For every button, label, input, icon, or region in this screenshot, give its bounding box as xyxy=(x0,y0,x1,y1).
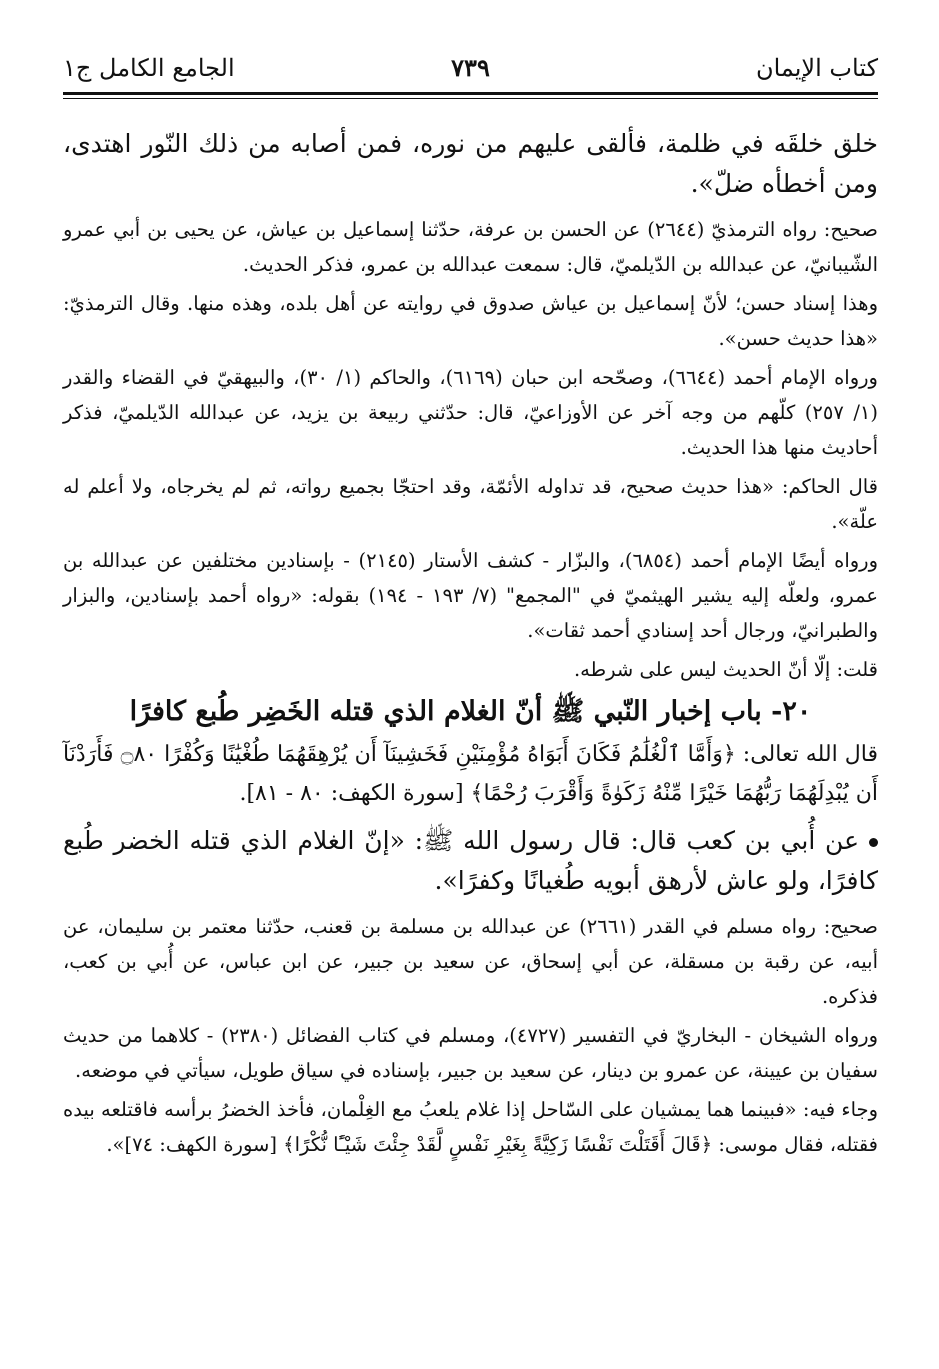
book-title: الجامع الكامل ج١ xyxy=(63,54,235,82)
takhrij-paragraph: صحيح: رواه الترمذيّ (٢٦٤٤) عن الحسن بن عرفة، حدّثنا إسماعيل بن عياش، عن يحيى بن أبي عمرو الشّيبانيّ، عن عبدالله بن الدّيلميّ، قال: سمعت عبدالله بن عمرو، فذكر الحديث. xyxy=(63,218,878,276)
bullet-icon xyxy=(869,838,878,847)
running-header xyxy=(63,52,878,92)
header-rule-thick xyxy=(63,92,878,95)
hadith-text-continuation: خلق خلقَه في ظلمة، فألقى عليهم من نوره، فمن أصابه من ذلك النّور اهتدى، ومن أخطأه ضلّ». xyxy=(63,129,878,198)
chapter-heading: ٢٠- باب إخبار النّبي ﷺ أنّ الغلام الذي قتله الخَضِر طُبع كافرًا xyxy=(129,696,812,727)
takhrij-paragraph: قلت: إلّا أنّ الحديث ليس على شرطه. xyxy=(573,658,878,681)
takhrij-paragraph: ورواه الشيخان - البخاريّ في التفسير (٤٧٢٧)، ومسلم في كتاب الفضائل (٢٣٨٠) - كلاهما من حديث سفيان بن عيينة، عن عمرو بن دينار، عن سعيد بن جبير، بإسناده في سياق طويل، سيأتي في موضعه. xyxy=(63,1024,878,1082)
header-rule-thin xyxy=(63,98,878,99)
takhrij-paragraph: ورواه الإمام أحمد (٦٦٤٤)، وصحّحه ابن حبان (٦١٦٩)، والحاكم (١/ ٣٠)، والبيهقيّ في القضاء والقدر (١/ ٢٥٧) كلّهم من وجه آخر عن الأوزاعيّ، قال: حدّثني ربيعة بن يزيد، عن عبدالله الدّيلميّ، فذكر أحاديث منها هذا الحديث. xyxy=(63,366,878,459)
takhrij-paragraph: ورواه أيضًا الإمام أحمد (٦٨٥٤)، والبزّار - كشف الأستار (٢١٤٥) - بإسنادين مختلفين عن عبدالله بن عمرو، ولعلّه إليه يشير الهيثميّ في "المجمع" (٧/ ١٩٣ - ١٩٤) بقوله: «رواه أحمد بإسنادين، والبزار والطبرانيّ، ورجال أحد إسنادي أحمد ثقات». xyxy=(63,549,878,642)
takhrij-paragraph: وهذا إسناد حسن؛ لأنّ إسماعيل بن عياش صدوق في روايته عن أهل بلده، وهذه منها. وقال الترمذيّ: «هذا حديث حسن». xyxy=(63,292,878,350)
takhrij-paragraph: وجاء فيه: «فبينما هما يمشيان على السّاحل إذا غلام يلعبُ مع الغِلْمان، فأخذ الخضرُ برأسه فاقتلعه بيده فقتله، فقال موسى: ﴿قَالَ أَقَتَلْتَ نَفْسًا زَكِيَّةً بِغَيْرِ نَفْسٍ لَّقَدْ جِئْتَ شَيْـًٔا نُّكْرًا﴾ [سورة الكهف: ٧٤]». xyxy=(63,1098,878,1156)
book-section-title: كتاب الإيمان xyxy=(755,54,878,82)
page-number: ٧٣٩ xyxy=(451,53,490,82)
takhrij-paragraph: قال الحاكم: «هذا حديث صحيح، قد تداوله الأئمّة، وقد احتجّا بجميع رواته، ثم لم يخرجاه، ولا أعلم له علّة». xyxy=(63,475,878,533)
takhrij-paragraph: صحيح: رواه مسلم في القدر (٢٦٦١) عن عبدالله بن مسلمة بن قعنب، حدّثنا معتمر بن سليمان، عن أبيه، عن رقبة بن مسقلة، عن أبي إسحاق، عن سعيد بن جبير، عن ابن عباس، عن أُبي بن كعب، فذكره. xyxy=(63,915,878,1008)
quran-verse-paragraph: قال الله تعالى: ﴿وَأَمَّا ٱلْغُلَٰمُ فَكَانَ أَبَوَاهُ مُؤْمِنَيْنِ فَخَشِينَآ أَن يُرْهِقَهُمَا طُغْيَٰنًا وَكُفْرًا ۝٨٠ فَأَرَدْنَآ أَن يُبْدِلَهُمَا رَبُّهُمَا خَيْرًا مِّنْهُ زَكَوٰةً وَأَقْرَبَ رُحْمًا﴾ [سورة الكهف: ٨٠ - ٨١]. xyxy=(63,742,878,806)
hadith-text xyxy=(63,821,878,901)
hadith-text-body: عن أُبي بن كعب قال: قال رسول الله ﷺ: «إنّ الغلام الذي قتله الخضر طُبع كافرًا، ولو عاش لأرهق أبويه طُغيانًا وكفرًا». xyxy=(63,826,878,895)
page-body xyxy=(63,124,878,1166)
